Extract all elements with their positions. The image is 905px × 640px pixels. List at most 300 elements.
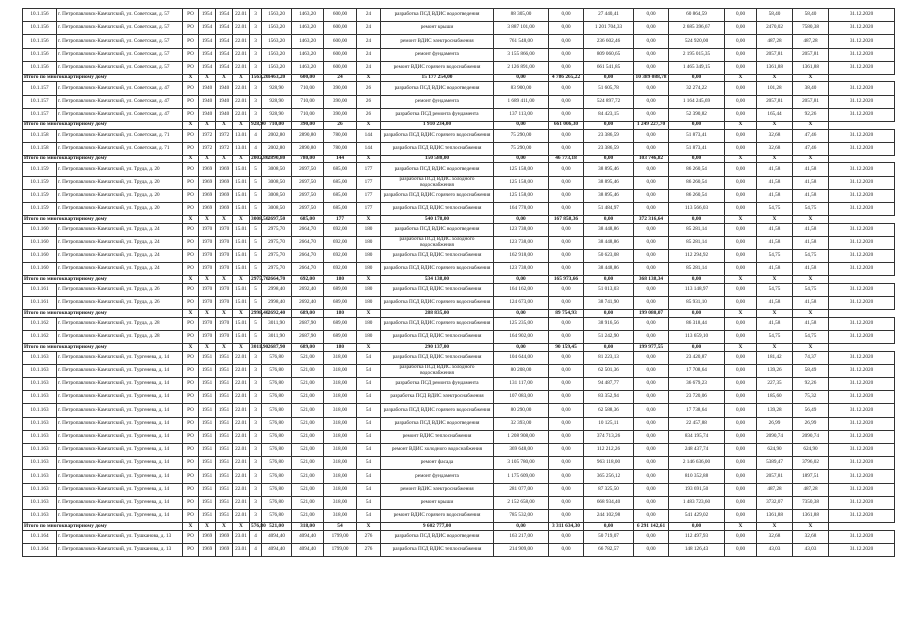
floors: 3 <box>250 417 262 430</box>
total-cost: 3 887 101,00 <box>494 22 549 35</box>
unit-cost: 5389,47 <box>757 457 793 470</box>
reserve: 0,00 <box>725 263 757 276</box>
budget-funds: 0,00 <box>634 129 669 142</box>
unit-cost: 41,58 <box>757 163 793 176</box>
living-area: 4094,40 <box>292 530 324 543</box>
subtotal-reserve: X <box>725 74 757 82</box>
build-year: 1951 <box>199 417 216 430</box>
subtotal-fund-cost: 3 311 634,30 <box>549 523 584 531</box>
subtotal-commission-year: X <box>216 310 233 318</box>
max-unit-cost: 54,75 <box>793 283 829 296</box>
unit-cost: 487,28 <box>757 35 793 48</box>
fund-cost: 0,00 <box>549 142 584 155</box>
residents: 144 <box>357 129 381 142</box>
other-funds: 17 738,64 <box>669 404 725 417</box>
resident-area: 600,00 <box>324 61 357 74</box>
table-row <box>23 351 895 364</box>
commission-year: 1970 <box>216 250 233 263</box>
deadline: 31.12.2020 <box>829 404 895 417</box>
reserve: 0,00 <box>725 163 757 176</box>
ownership-type: РО <box>183 330 199 343</box>
residents: 54 <box>357 430 381 443</box>
ownership-type: РО <box>183 364 199 377</box>
wall-material: 22.01 <box>233 430 250 443</box>
ownership-type: РО <box>183 129 199 142</box>
total-area: 928,90 <box>262 82 292 95</box>
table-row <box>23 263 895 276</box>
resident-area: 689,00 <box>324 297 357 310</box>
subtotal-wall-material: X <box>233 216 250 224</box>
ownership-type: РО <box>183 95 199 108</box>
unit-cost: 2090,74 <box>757 430 793 443</box>
max-unit-cost: 47,46 <box>793 129 829 142</box>
deadline: 31.12.2020 <box>829 443 895 456</box>
subtotal-ownership-type: X <box>183 155 199 163</box>
wall-material: 13.01 <box>233 142 250 155</box>
floors: 3 <box>250 496 262 509</box>
ownership-type: РО <box>183 430 199 443</box>
subtotal-label: Итого по многоквартирному дому <box>23 216 183 224</box>
subtotal-work-type: 290 137,00 <box>381 344 494 352</box>
fund-cost: 0,00 <box>549 317 584 330</box>
owner-funds: 10 125,11 <box>584 417 634 430</box>
owner-funds: 809 060,65 <box>584 48 634 61</box>
other-funds: 834 195,74 <box>669 430 725 443</box>
deadline: 31.12.2020 <box>829 163 895 176</box>
row-number: 10.1.163 <box>23 457 57 470</box>
address: г. Петропавловск-Камчатский, ул. Советская, д. 57 <box>57 9 183 22</box>
total-cost: 125 158,00 <box>494 163 549 176</box>
row-number: 10.1.162 <box>23 317 57 330</box>
unit-cost: 2057,81 <box>757 95 793 108</box>
ownership-type: РО <box>183 351 199 364</box>
budget-funds: 0,00 <box>634 9 669 22</box>
subtotal-commission-year: X <box>216 122 233 130</box>
owner-funds: 963 118,00 <box>584 457 634 470</box>
residents: 54 <box>357 496 381 509</box>
wall-material: 15.01 <box>233 297 250 310</box>
residents: 276 <box>357 543 381 556</box>
deadline: 31.12.2020 <box>829 263 895 276</box>
max-unit-cost: 1897,51 <box>793 470 829 483</box>
total-cost: 761 548,00 <box>494 35 549 48</box>
wall-material: 22.01 <box>233 61 250 74</box>
total-area: 1563,20 <box>262 22 292 35</box>
total-cost: 1 175 609,00 <box>494 470 549 483</box>
residents: 180 <box>357 250 381 263</box>
table-row <box>23 250 895 263</box>
ownership-type: РО <box>183 189 199 202</box>
reserve: 0,00 <box>725 483 757 496</box>
ownership-type: РО <box>183 163 199 176</box>
work-type: ремонт фасада <box>381 457 494 470</box>
resident-area: 685,00 <box>324 189 357 202</box>
fund-cost: 0,00 <box>549 250 584 263</box>
ownership-type: РО <box>183 22 199 35</box>
floors: 5 <box>250 163 262 176</box>
residents: 180 <box>357 297 381 310</box>
table-row <box>23 236 895 249</box>
total-cost: 2 152 658,00 <box>494 496 549 509</box>
wall-material: 22.01 <box>233 483 250 496</box>
unit-cost: 181,42 <box>757 351 793 364</box>
floors: 3 <box>250 48 262 61</box>
commission-year: 1970 <box>216 283 233 296</box>
fund-cost: 0,00 <box>549 263 584 276</box>
fund-cost: 0,00 <box>549 364 584 377</box>
other-funds: 23 720,06 <box>669 391 725 404</box>
ownership-type: РО <box>183 263 199 276</box>
subtotal-residents: X <box>357 74 381 82</box>
residents: 54 <box>357 391 381 404</box>
deadline: 31.12.2020 <box>829 391 895 404</box>
living-area: 2692,40 <box>292 283 324 296</box>
other-funds: 60 864,59 <box>669 9 725 22</box>
build-year: 1969 <box>199 176 216 189</box>
unit-cost: 1361,88 <box>757 509 793 522</box>
subtotal-label: Итого по многоквартирному дому <box>23 122 183 130</box>
fund-cost: 0,00 <box>549 35 584 48</box>
build-year: 1970 <box>199 263 216 276</box>
commission-year: 1954 <box>216 22 233 35</box>
subtotal-reserve: X <box>725 310 757 318</box>
unit-cost: 185,60 <box>757 391 793 404</box>
fund-cost: 0,00 <box>549 95 584 108</box>
max-unit-cost: 75,32 <box>793 391 829 404</box>
resident-area: 600,00 <box>324 22 357 35</box>
work-type: разработка ПСД ВДИС водоотведения <box>381 417 494 430</box>
subtotal-owner-funds: 0,00 <box>584 310 634 318</box>
row-number: 10.1.159 <box>23 189 57 202</box>
table-row <box>23 202 895 215</box>
work-type: разработка ПСД ВДИС горячего водоснабжения <box>381 404 494 417</box>
commission-year: 1940 <box>216 82 233 95</box>
address: г. Петропавловск-Камчатский, ул. Советская, д. 71 <box>57 129 183 142</box>
unit-cost: 2057,81 <box>757 470 793 483</box>
register-sheet <box>22 8 884 557</box>
unit-cost: 41,58 <box>757 317 793 330</box>
resident-area: 780,00 <box>324 129 357 142</box>
commission-year: 1969 <box>216 189 233 202</box>
address: г. Петропавловск-Камчатский, ул. Тургенева, д. 14 <box>57 378 183 391</box>
build-year: 1972 <box>199 142 216 155</box>
row-number: 10.1.156 <box>23 48 57 61</box>
reserve: 0,00 <box>725 236 757 249</box>
total-area: 3008,50 <box>262 202 292 215</box>
subtotal-commission-year: X <box>216 523 233 531</box>
subtotal-fund-cost: 89 754,93 <box>549 310 584 318</box>
ownership-type: РО <box>183 457 199 470</box>
table-row <box>23 223 895 236</box>
unit-cost: 58,40 <box>757 9 793 22</box>
living-area: 521,00 <box>292 457 324 470</box>
total-cost: 164 902,00 <box>494 330 549 343</box>
ownership-type: РО <box>183 236 199 249</box>
address: г. Петропавловск-Камчатский, ул. Советская, д. 71 <box>57 142 183 155</box>
subtotal-build-year: X <box>199 310 216 318</box>
work-type: разработка ПСД ВДИС горячего водоснабжения <box>381 129 494 142</box>
deadline: 31.12.2020 <box>829 82 895 95</box>
fund-cost: 0,00 <box>549 496 584 509</box>
commission-year: 1954 <box>216 48 233 61</box>
wall-material: 23.01 <box>233 543 250 556</box>
subtotal-work-type: 540 178,00 <box>381 216 494 224</box>
deadline: 31.12.2020 <box>829 95 895 108</box>
reserve: 0,00 <box>725 430 757 443</box>
table-row <box>23 378 895 391</box>
reserve: 0,00 <box>725 189 757 202</box>
living-area: 2697,50 <box>292 189 324 202</box>
commission-year: 1969 <box>216 530 233 543</box>
floors: 3 <box>250 457 262 470</box>
ownership-type: РО <box>183 82 199 95</box>
subtotal-wall-material: X <box>233 276 250 284</box>
work-type: разработка ПСД ВДИС теплоснабжения <box>381 250 494 263</box>
living-area: 1463,20 <box>292 48 324 61</box>
work-type: разработка ПСД ВДИС водоотведения <box>381 530 494 543</box>
total-cost: 785 532,00 <box>494 509 549 522</box>
budget-funds: 0,00 <box>634 142 669 155</box>
deadline: 31.12.2020 <box>829 543 895 556</box>
deadline: 31.12.2020 <box>829 457 895 470</box>
total-area: 1563,20 <box>262 48 292 61</box>
subtotal-total-cost: 0,00 <box>494 523 549 531</box>
deadline: 31.12.2020 <box>829 283 895 296</box>
fund-cost: 0,00 <box>549 163 584 176</box>
reserve: 0,00 <box>725 250 757 263</box>
table-row <box>23 317 895 330</box>
owner-funds: 661 541,85 <box>584 61 634 74</box>
subtotal-ownership-type: X <box>183 523 199 531</box>
resident-area: 600,00 <box>324 9 357 22</box>
address: г. Петропавловск-Камчатский, ул. Труда, д. 26 <box>57 297 183 310</box>
commission-year: 1951 <box>216 483 233 496</box>
deadline: 31.12.2020 <box>829 250 895 263</box>
other-funds: 1 465 349,15 <box>669 61 725 74</box>
other-funds: 86 260,54 <box>669 163 725 176</box>
subtotal-row <box>23 276 895 284</box>
table-row <box>23 391 895 404</box>
max-unit-cost: 487,28 <box>793 35 829 48</box>
resident-area: 318,00 <box>324 457 357 470</box>
row-number: 10.1.164 <box>23 530 57 543</box>
total-area: 2998,40 <box>262 283 292 296</box>
living-area: 1463,20 <box>292 9 324 22</box>
table-row <box>23 283 895 296</box>
unit-cost: 32,68 <box>757 129 793 142</box>
work-type: ремонт ВДИС теплоснабжения <box>381 430 494 443</box>
subtotal-budget-funds: 1 249 227,70 <box>634 122 669 130</box>
work-type: разработка ПСД ВДИС холодного водоснабжения <box>381 236 494 249</box>
subtotal-floors: 576,80 <box>251 522 266 529</box>
unit-cost: 624,90 <box>757 443 793 456</box>
deadline: 31.12.2020 <box>829 202 895 215</box>
reserve: 0,00 <box>725 283 757 296</box>
other-funds: 2 685 396,67 <box>669 22 725 35</box>
subtotal-living-area: 692,00 <box>292 276 324 284</box>
commission-year: 1951 <box>216 496 233 509</box>
reserve: 0,00 <box>725 48 757 61</box>
residents: 180 <box>357 283 381 296</box>
total-area: 2975,70 <box>262 223 292 236</box>
deadline: 31.12.2020 <box>829 509 895 522</box>
total-area: 2975,70 <box>262 236 292 249</box>
build-year: 1954 <box>199 22 216 35</box>
floors: 3 <box>250 430 262 443</box>
floors: 3 <box>250 404 262 417</box>
fund-cost: 0,00 <box>549 509 584 522</box>
row-number: 10.1.160 <box>23 236 57 249</box>
subtotal-total-area: 2890,80 <box>262 155 292 163</box>
unit-cost: 2057,81 <box>757 48 793 61</box>
other-funds: 148 126,43 <box>669 543 725 556</box>
fund-cost: 0,00 <box>549 543 584 556</box>
subtotal-fund-cost: 4 786 265,22 <box>549 74 584 82</box>
floors: 5 <box>250 202 262 215</box>
wall-material: 22.01 <box>233 509 250 522</box>
build-year: 1940 <box>199 108 216 121</box>
floors: 5 <box>250 223 262 236</box>
subtotal-unit-cost: X <box>757 155 793 163</box>
deadline: 31.12.2020 <box>829 176 895 189</box>
owner-funds: 112 212,26 <box>584 443 634 456</box>
wall-material: 23.01 <box>233 530 250 543</box>
ownership-type: РО <box>183 496 199 509</box>
wall-material: 22.01 <box>233 9 250 22</box>
max-unit-cost: 41,58 <box>793 163 829 176</box>
total-area: 2998,40 <box>262 297 292 310</box>
wall-material: 22.01 <box>233 470 250 483</box>
fund-cost: 0,00 <box>549 330 584 343</box>
total-area: 576,80 <box>262 417 292 430</box>
reserve: 0,00 <box>725 223 757 236</box>
ownership-type: РО <box>183 250 199 263</box>
unit-cost: 32,68 <box>757 142 793 155</box>
subtotal-label: Итого по многоквартирному дому <box>23 276 183 284</box>
living-area: 521,00 <box>292 443 324 456</box>
subtotal-wall-material: X <box>233 155 250 163</box>
budget-funds: 0,00 <box>634 378 669 391</box>
max-unit-cost: 487,28 <box>793 483 829 496</box>
resident-area: 318,00 <box>324 483 357 496</box>
living-area: 521,00 <box>292 391 324 404</box>
budget-funds: 0,00 <box>634 330 669 343</box>
fund-cost: 0,00 <box>549 443 584 456</box>
subtotal-budget-funds: 103 746,82 <box>634 155 669 163</box>
build-year: 1969 <box>199 530 216 543</box>
living-area: 521,00 <box>292 470 324 483</box>
commission-year: 1970 <box>216 317 233 330</box>
deadline: 31.12.2020 <box>829 330 895 343</box>
commission-year: 1970 <box>216 223 233 236</box>
fund-cost: 0,00 <box>549 108 584 121</box>
other-funds: 113 659,10 <box>669 330 725 343</box>
other-funds: 1 164 245,69 <box>669 95 725 108</box>
subtotal-commission-year: X <box>216 155 233 163</box>
work-type: разработка ПСД ВДИС теплоснабжения <box>381 283 494 296</box>
subtotal-reserve: X <box>725 276 757 284</box>
ownership-type: РО <box>183 61 199 74</box>
reserve: 0,00 <box>725 351 757 364</box>
budget-funds: 0,00 <box>634 317 669 330</box>
residents: 24 <box>357 61 381 74</box>
build-year: 1970 <box>199 317 216 330</box>
resident-area: 318,00 <box>324 430 357 443</box>
subtotal-row <box>23 344 895 352</box>
row-number: 10.1.159 <box>23 176 57 189</box>
subtotal-fund-cost: 46 773,18 <box>549 155 584 163</box>
budget-funds: 0,00 <box>634 509 669 522</box>
address: г. Петропавловск-Камчатский, ул. Труда, д. 28 <box>57 317 183 330</box>
living-area: 710,00 <box>292 95 324 108</box>
build-year: 1972 <box>199 129 216 142</box>
commission-year: 1954 <box>216 35 233 48</box>
living-area: 4094,40 <box>292 543 324 556</box>
living-area: 1463,20 <box>292 61 324 74</box>
total-area: 3011,90 <box>262 317 292 330</box>
floors: 3 <box>250 509 262 522</box>
owner-funds: 50 623,08 <box>584 250 634 263</box>
unit-cost: 1361,88 <box>757 61 793 74</box>
total-area: 576,80 <box>262 509 292 522</box>
build-year: 1951 <box>199 443 216 456</box>
build-year: 1951 <box>199 457 216 470</box>
resident-area: 689,00 <box>324 317 357 330</box>
living-area: 2890,80 <box>292 142 324 155</box>
subtotal-resident-area: 177 <box>324 216 357 224</box>
floors: 4 <box>250 142 262 155</box>
max-unit-cost: 54,75 <box>793 250 829 263</box>
reserve: 0,00 <box>725 9 757 22</box>
residents: 26 <box>357 108 381 121</box>
max-unit-cost: 41,58 <box>793 297 829 310</box>
resident-area: 318,00 <box>324 404 357 417</box>
subtotal-owner-funds: 0,00 <box>584 344 634 352</box>
fund-cost: 0,00 <box>549 530 584 543</box>
residents: 54 <box>357 364 381 377</box>
other-funds: 85 281,14 <box>669 236 725 249</box>
owner-funds: 38 741,90 <box>584 297 634 310</box>
residents: 54 <box>357 470 381 483</box>
max-unit-cost: 74,37 <box>793 351 829 364</box>
other-funds: 22 457,88 <box>669 417 725 430</box>
living-area: 710,00 <box>292 108 324 121</box>
owner-funds: 81 223,13 <box>584 351 634 364</box>
build-year: 1970 <box>199 250 216 263</box>
subtotal-living-area: 689,00 <box>292 344 324 352</box>
owner-funds: 50 719,07 <box>584 530 634 543</box>
fund-cost: 0,00 <box>549 236 584 249</box>
ownership-type: РО <box>183 142 199 155</box>
subtotal-unit-cost: X <box>757 310 793 318</box>
row-number: 10.1.163 <box>23 443 57 456</box>
table-row <box>23 457 895 470</box>
floors: 3 <box>250 391 262 404</box>
work-type: ремонт фундамента <box>381 470 494 483</box>
build-year: 1954 <box>199 9 216 22</box>
other-funds: 524 920,00 <box>669 35 725 48</box>
work-type: ремонт фундамента <box>381 95 494 108</box>
residents: 54 <box>357 351 381 364</box>
residents: 177 <box>357 202 381 215</box>
subtotal-label: Итого по многоквартирному дому <box>23 523 183 531</box>
budget-funds: 0,00 <box>634 163 669 176</box>
floors: 3 <box>250 35 262 48</box>
address: г. Петропавловск-Камчатский, ул. Тургенева, д. 14 <box>57 443 183 456</box>
total-area: 576,80 <box>262 483 292 496</box>
total-area: 576,80 <box>262 404 292 417</box>
floors: 4 <box>250 543 262 556</box>
